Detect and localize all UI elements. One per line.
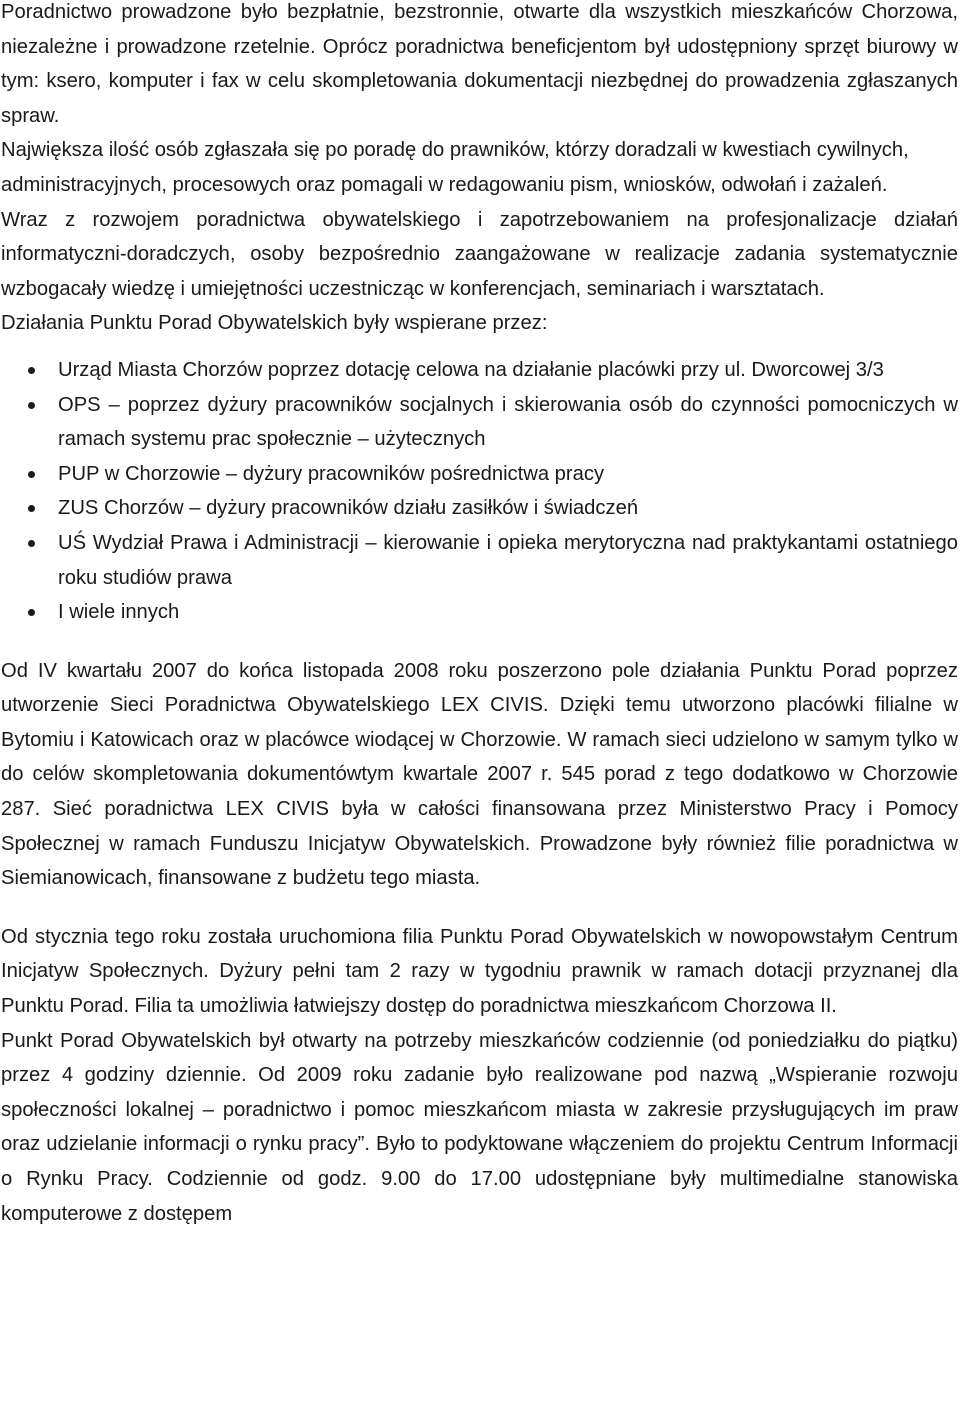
list-item (1, 388, 958, 457)
bullet-icon (28, 609, 35, 616)
bullet-icon (28, 540, 35, 547)
paragraph-opening-hours: Punkt Porad Obywatelskich był otwarty na potrzeby mieszkańców codziennie (od poniedziałku do piątku) przez 4 godziny dziennie. Od 2009 roku zadanie było realizowane pod nazwą „Wspieranie rozwoju społeczności lokalnej – poradnictwo i pomoc mieszkańcom miasta w zakresie przysługujących im praw oraz udzielanie informacji o rynku pracy”. Było to podyktowane włączeniem do projektu Centrum Informacji o Rynku Pracy. Codziennie od godz. 9.00 do 17.00 udostępniane były multimedialne stanowiska komputerowe z dostępem (1, 1029, 958, 1225)
bullet-icon (28, 505, 35, 512)
list-item-text: PUP w Chorzowie – dyżury pracowników pośrednictwa pracy (58, 462, 605, 485)
paragraph-lex-civis: Od IV kwartału 2007 do końca listopada 2008 roku poszerzono pole działania Punktu Porad poprzez utworzenie Sieci Poradnictwa Obywatelskiego LEX CIVIS. Dzięki temu utworzono placówki filialne w Bytomiu i Katowicach oraz w placówce wiodącej w Chorzowie. W ramach sieci udzielono w samym tylko w do celów skompletowania dokumentówtym kwartale 2007 r. 545 porad z tego dodatkowo w Chorzowie 287. Sieć poradnictwa LEX CIVIS była w całości finansowana przez Ministerstwo Pracy i Pomocy Społecznej w ramach Funduszu Inicjatyw Obywatelskich. Prowadzone były również filie poradnictwa w Siemianowicach, finansowane z budżetu tego miasta. (1, 659, 958, 890)
list-item (1, 595, 958, 630)
paragraph-lawyers: Największa ilość osób zgłaszała się po poradę do prawników, którzy doradzali w kwestiach cywilnych, administracyjnych, procesowych oraz pomagali w redagowaniu pism, wniosków, odwołań i zażaleń. (1, 139, 909, 196)
list-item (1, 526, 958, 595)
supporters-list (1, 353, 958, 630)
bullet-icon (28, 402, 35, 409)
paragraph-development: Wraz z rozwojem poradnictwa obywatelskiego i zapotrzebowaniem na profesjonalizacje działań informatyczni-doradczych, osoby bezpośrednio zaangażowane w realizacje zadania systematycznie wzbogacały wiedzę i umiejętności uczestnicząc w konferencjach, seminariach i warsztatach. (1, 208, 958, 300)
list-item-text: I wiele innych (58, 601, 180, 624)
list-item-text: UŚ Wydział Prawa i Administracji – kierowanie i opieka merytoryczna nad praktykantami ostatniego roku studiów prawa (58, 531, 958, 589)
list-item-text: OPS – poprzez dyżury pracowników socjalnych i skierowania osób do czynności pomocniczych w ramach systemu prac społecznie – użytecznych (58, 393, 958, 451)
list-item (1, 457, 958, 492)
spacer (1, 896, 958, 920)
document-page (1, 0, 958, 1231)
list-item (1, 491, 958, 526)
spacer (1, 630, 958, 654)
list-item-text: ZUS Chorzów – dyżury pracowników działu zasiłków i świadczeń (58, 497, 639, 520)
paragraph-services: Poradnictwo prowadzone było bezpłatnie, bezstronnie, otwarte dla wszystkich mieszkańców Chorzowa, niezależne i prowadzone rzetelnie. Oprócz poradnictwa beneficjentom był udostępniony sprzęt biurowy w tym: ksero, komputer i fax w celu skompletowania dokumentacji niezbędnej do prowadzenia zgłaszanych spraw. (1, 1, 958, 127)
list-item-text: Urząd Miasta Chorzów poprzez dotację celowa na działanie placówki przy ul. Dworcowej 3/3 (58, 358, 884, 381)
bullet-icon (28, 367, 35, 374)
paragraph-supporters-intro: Działania Punktu Porad Obywatelskich były wspierane przez: (1, 312, 548, 335)
list-item (1, 353, 958, 388)
spacer (1, 341, 958, 353)
bullet-icon (28, 471, 35, 478)
paragraph-branch: Od stycznia tego roku została uruchomiona filia Punktu Porad Obywatelskich w nowopowstałym Centrum Inicjatyw Społecznych. Dyżury pełni tam 2 razy w tygodniu prawnik w ramach dotacji przyznanej dla Punktu Porad. Filia ta umożliwia łatwiejszy dostęp do poradnictwa mieszkańcom Chorzowa II. (1, 925, 958, 1018)
